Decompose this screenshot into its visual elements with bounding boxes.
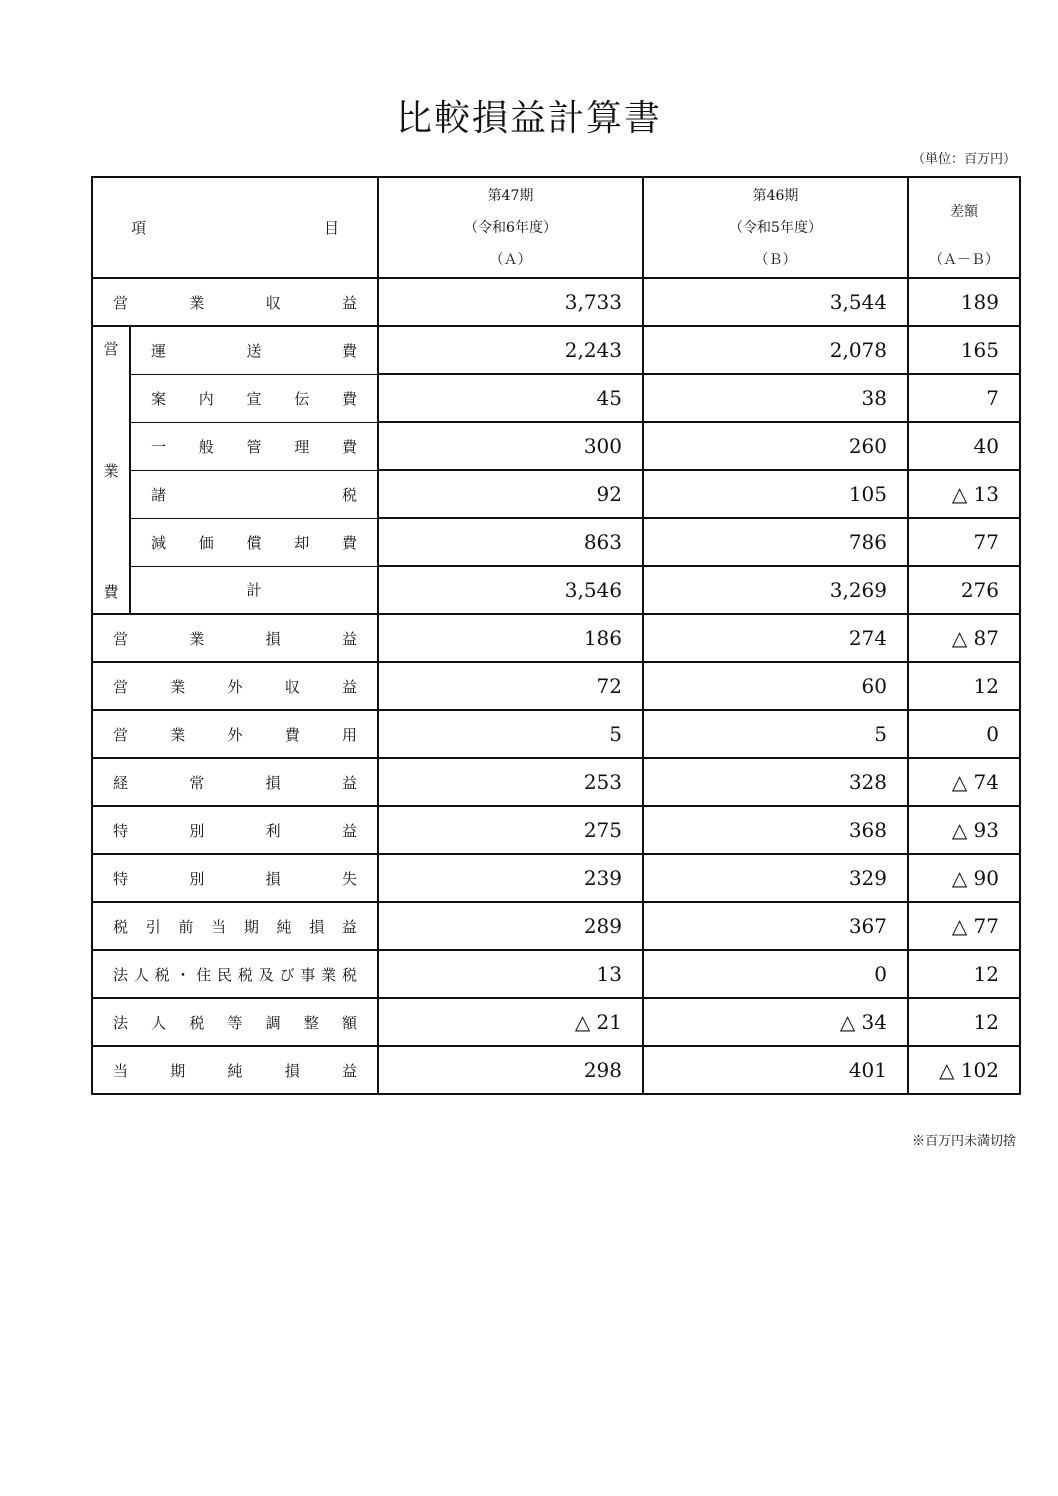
label-char: 理 [294, 437, 310, 456]
value-diff: 0 [908, 710, 1020, 758]
table-row [92, 806, 1020, 854]
value-diff: 77 [908, 518, 1020, 566]
label-char: 費 [341, 389, 357, 408]
label-char: 税 [113, 917, 129, 936]
value-period-46: 367 [643, 902, 908, 950]
label-char: 外 [227, 725, 243, 744]
value-period-46: 274 [643, 614, 908, 662]
row-label [151, 388, 357, 409]
label-char: 人 [151, 1013, 167, 1032]
label-char: 特 [113, 821, 129, 840]
label-char: 営 [103, 340, 119, 358]
label-char: 益 [341, 677, 357, 696]
value-diff: 12 [908, 950, 1020, 998]
label-char: 等 [227, 1013, 243, 1032]
income-statement-table [91, 176, 1021, 1095]
label-char: 伝 [294, 389, 310, 408]
value-period-47: 2,243 [378, 326, 643, 374]
row-label-cell [92, 1046, 378, 1094]
value-period-47: 239 [378, 854, 643, 902]
label-char: 法 [113, 965, 129, 984]
value-diff: △ 74 [908, 758, 1020, 806]
label-char: 業 [170, 725, 186, 744]
header-item-char: 項 [131, 219, 147, 237]
table-row [92, 710, 1020, 758]
header-item-char: 目 [323, 219, 339, 237]
value-diff: 7 [908, 374, 1020, 422]
page-title: 比較損益計算書 [395, 98, 662, 139]
row-label [113, 820, 357, 841]
label-char: 前 [178, 917, 194, 936]
table-row [92, 470, 1020, 518]
value-period-46: 2,078 [643, 326, 908, 374]
row-label-cell [92, 902, 378, 950]
value-diff: 12 [908, 662, 1020, 710]
label-char: 引 [145, 917, 161, 936]
header-row [92, 177, 1020, 278]
value-diff: △ 90 [908, 854, 1020, 902]
row-label [151, 532, 357, 553]
label-char: 減 [151, 533, 167, 552]
label-char: 税 [237, 965, 253, 984]
label-char: 及 [258, 965, 274, 984]
row-label [113, 916, 357, 937]
label-char: 益 [341, 917, 357, 936]
row-label-cell [92, 854, 378, 902]
label-char: 損 [265, 629, 281, 648]
label-char: 調 [265, 1013, 281, 1032]
table-row [92, 614, 1020, 662]
value-period-47: 13 [378, 950, 643, 998]
label-char: 営 [113, 629, 129, 648]
row-label-cell [130, 422, 378, 470]
label-char: 損 [309, 917, 325, 936]
label-char: 事 [300, 965, 316, 984]
label-char: 諸 [151, 485, 167, 504]
row-label-cell [92, 278, 378, 326]
row-label [113, 724, 357, 745]
label-char: 費 [103, 583, 119, 601]
value-period-47: 72 [378, 662, 643, 710]
label-char: 外 [227, 677, 243, 696]
label-char: 損 [265, 773, 281, 792]
label-char: 却 [294, 533, 310, 552]
row-label-cell [92, 710, 378, 758]
value-diff: 12 [908, 998, 1020, 1046]
row-label [113, 868, 357, 889]
table-row [92, 518, 1020, 566]
table-row [92, 854, 1020, 902]
header-col-diff: 差額 （Ａ－Ｂ） [908, 177, 1020, 278]
value-period-46: 368 [643, 806, 908, 854]
row-label [113, 964, 357, 985]
value-period-47: 275 [378, 806, 643, 854]
label-char: 整 [303, 1013, 319, 1032]
value-period-47: 253 [378, 758, 643, 806]
label-char: 益 [341, 629, 357, 648]
value-period-47: 3,546 [378, 566, 643, 614]
value-diff: 40 [908, 422, 1020, 470]
label-char: 収 [284, 677, 300, 696]
value-period-46: 401 [643, 1046, 908, 1094]
row-label-cell [92, 806, 378, 854]
label-char: 期 [170, 1061, 186, 1080]
label-char: 費 [341, 341, 357, 360]
value-period-47: △ 21 [378, 998, 643, 1046]
value-period-46: 786 [643, 518, 908, 566]
unit-label: （単位：百万円） [911, 152, 1016, 167]
header-col-b: 第46期 （令和5年度） （Ｂ） [643, 177, 908, 278]
label-char: 用 [341, 725, 357, 744]
label-char: 業 [170, 677, 186, 696]
label-char: 費 [284, 725, 300, 744]
table-row [92, 374, 1020, 422]
label-char: 利 [265, 821, 281, 840]
value-diff: △ 102 [908, 1046, 1020, 1094]
value-period-46: 0 [643, 950, 908, 998]
label-char: 住 [196, 965, 212, 984]
label-char: 宣 [246, 389, 262, 408]
value-period-46: △ 34 [643, 998, 908, 1046]
label-char: 般 [198, 437, 214, 456]
label-char: 法 [113, 1013, 129, 1032]
row-label [113, 292, 357, 313]
label-char: 費 [341, 437, 357, 456]
label-char: 税 [341, 965, 357, 984]
row-label-cell [92, 662, 378, 710]
label-char: 一 [151, 437, 167, 456]
row-label-cell [92, 758, 378, 806]
label-char: 失 [341, 869, 357, 888]
label-char: 税 [189, 1013, 205, 1032]
value-period-47: 289 [378, 902, 643, 950]
label-char: 別 [189, 869, 205, 888]
value-period-47: 5 [378, 710, 643, 758]
row-label [151, 436, 357, 457]
value-period-47: 863 [378, 518, 643, 566]
value-period-46: 60 [643, 662, 908, 710]
label-char: 税 [341, 485, 357, 504]
label-char: 別 [189, 821, 205, 840]
label-char: 税 [154, 965, 170, 984]
table-row [92, 950, 1020, 998]
table-row [92, 422, 1020, 470]
label-char: 純 [227, 1061, 243, 1080]
row-label-cell [130, 518, 378, 566]
row-label [113, 1012, 357, 1033]
label-char: 人 [133, 965, 149, 984]
label-char: 営 [113, 677, 129, 696]
value-period-47: 45 [378, 374, 643, 422]
footnote: ※百万円未満切捨 [911, 1134, 1016, 1149]
value-period-46: 3,544 [643, 278, 908, 326]
label-char: 業 [321, 965, 337, 984]
label-char: 管 [246, 437, 262, 456]
row-label [113, 1060, 357, 1081]
label-char: 案 [151, 389, 167, 408]
value-period-46: 328 [643, 758, 908, 806]
label-char: 経 [113, 773, 129, 792]
row-label-cell [130, 374, 378, 422]
expense-group-label [92, 326, 130, 614]
row-label-cell [92, 998, 378, 1046]
value-diff: △ 87 [908, 614, 1020, 662]
label-char: 償 [246, 533, 262, 552]
value-period-47: 92 [378, 470, 643, 518]
table-row [92, 902, 1020, 950]
value-period-46: 5 [643, 710, 908, 758]
label-char: び [279, 965, 295, 984]
value-period-46: 3,269 [643, 566, 908, 614]
table-row [92, 278, 1020, 326]
table-row [92, 998, 1020, 1046]
table-row [92, 1046, 1020, 1094]
header-col-a: 第47期 （令和6年度） （Ａ） [378, 177, 643, 278]
row-label-cell [130, 470, 378, 518]
table-row [92, 566, 1020, 614]
header-item [92, 177, 378, 278]
label-char: 常 [189, 773, 205, 792]
row-label [113, 676, 357, 697]
value-period-47: 300 [378, 422, 643, 470]
label-char: 額 [341, 1013, 357, 1032]
value-period-46: 260 [643, 422, 908, 470]
value-period-47: 3,733 [378, 278, 643, 326]
value-period-46: 38 [643, 374, 908, 422]
label-char: 収 [265, 293, 281, 312]
row-label-cell [92, 950, 378, 998]
label-char: 損 [265, 869, 281, 888]
label-char: 費 [341, 533, 357, 552]
value-period-46: 105 [643, 470, 908, 518]
label-char: 益 [341, 821, 357, 840]
table-row [92, 326, 1020, 374]
label-char: ・ [175, 965, 191, 984]
row-label [113, 772, 357, 793]
label-char: 損 [284, 1061, 300, 1080]
label-char: 民 [217, 965, 233, 984]
value-diff: △ 77 [908, 902, 1020, 950]
row-label-cell [92, 614, 378, 662]
label-char: 益 [341, 773, 357, 792]
label-char: 益 [341, 1061, 357, 1080]
label-char: 業 [189, 629, 205, 648]
row-label [151, 484, 357, 505]
value-diff: 165 [908, 326, 1020, 374]
expense-total-label: 計 [130, 566, 378, 614]
label-char: 当 [113, 1061, 129, 1080]
label-char: 価 [198, 533, 214, 552]
row-label [151, 340, 357, 361]
row-label [113, 628, 357, 649]
label-char: 営 [113, 293, 129, 312]
label-char: 営 [113, 725, 129, 744]
label-char: 内 [198, 389, 214, 408]
label-char: 特 [113, 869, 129, 888]
value-diff: 276 [908, 566, 1020, 614]
label-char: 益 [341, 293, 357, 312]
label-char: 当 [211, 917, 227, 936]
label-char: 送 [246, 341, 262, 360]
value-period-46: 329 [643, 854, 908, 902]
label-char: 業 [103, 461, 119, 480]
label-char: 期 [243, 917, 259, 936]
value-period-47: 186 [378, 614, 643, 662]
row-label-cell [130, 326, 378, 374]
value-diff: △ 13 [908, 470, 1020, 518]
value-period-47: 298 [378, 1046, 643, 1094]
table-row [92, 758, 1020, 806]
label-char: 純 [276, 917, 292, 936]
value-diff: 189 [908, 278, 1020, 326]
table-row [92, 662, 1020, 710]
label-char: 業 [189, 293, 205, 312]
value-diff: △ 93 [908, 806, 1020, 854]
label-char: 運 [151, 341, 167, 360]
